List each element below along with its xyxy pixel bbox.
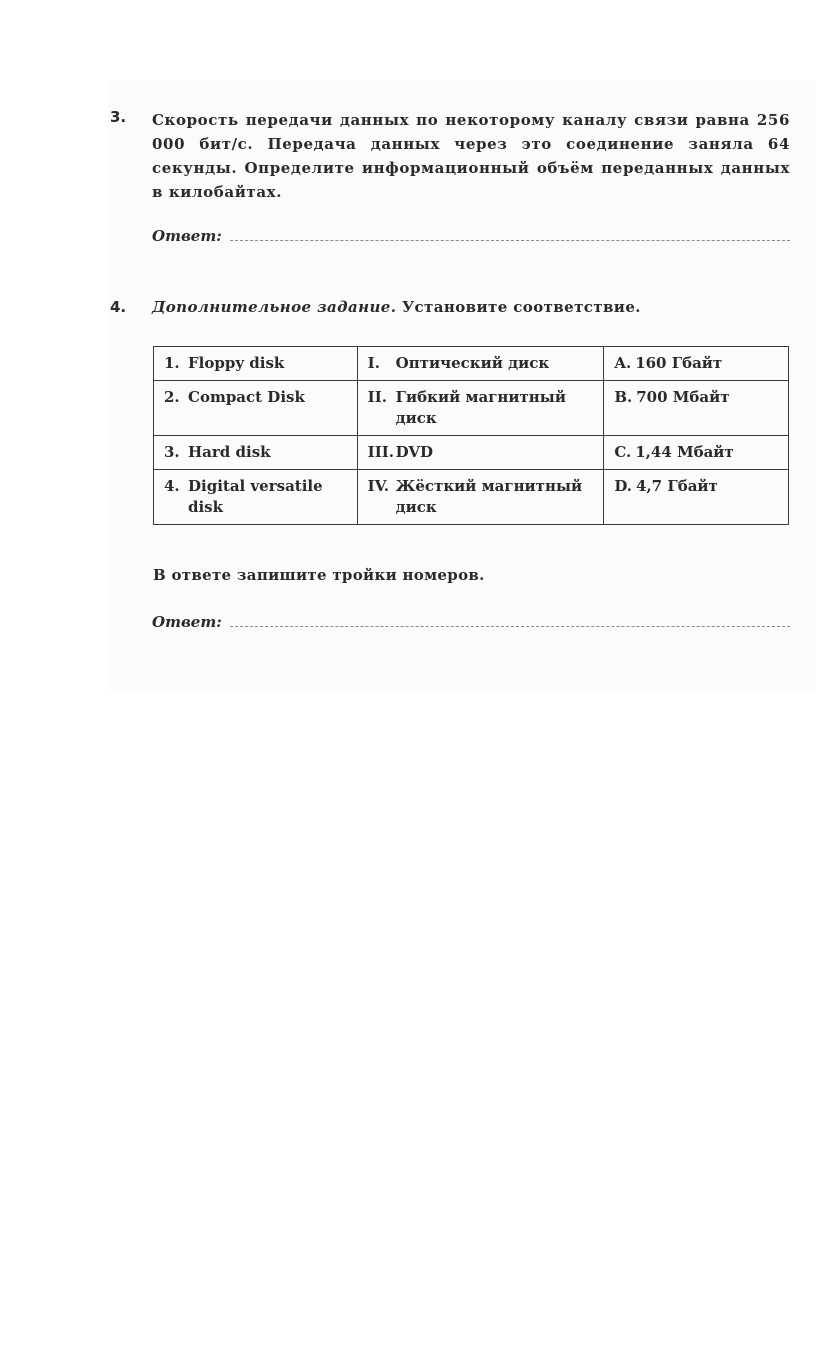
capacity-value: 4,7 Гбайт xyxy=(636,477,718,495)
table-cell-type xyxy=(357,381,604,436)
task-4-answer-label: Ответ: xyxy=(152,613,222,631)
task-3-answer xyxy=(152,226,790,245)
table-cell-capacity xyxy=(604,436,789,470)
task-3-number: 3. xyxy=(110,108,127,126)
device-type: Жёсткий магнитный диск xyxy=(395,477,583,516)
roman-number: IV. xyxy=(367,477,389,495)
table-cell-device xyxy=(154,436,358,470)
table-cell-device xyxy=(154,381,358,436)
matching-table xyxy=(153,346,789,525)
row-number: 3. xyxy=(164,443,180,461)
table-cell-capacity xyxy=(604,347,789,381)
task-3-answer-field[interactable] xyxy=(230,226,790,241)
task-3 xyxy=(110,108,790,204)
letter-label: D. xyxy=(614,477,633,495)
table-cell-type xyxy=(357,347,604,381)
device-name: Digital versatile disk xyxy=(188,477,323,516)
task-4 xyxy=(110,298,790,316)
row-number: 2. xyxy=(164,388,180,406)
table-row xyxy=(154,381,789,436)
device-type: DVD xyxy=(395,443,434,461)
device-type: Гибкий магнитный диск xyxy=(395,388,566,427)
roman-number: I. xyxy=(367,354,380,372)
table-cell-type xyxy=(357,470,604,525)
letter-label: B. xyxy=(614,388,633,406)
row-number: 4. xyxy=(164,477,180,495)
task-4-instruction: Установите соответствие. xyxy=(401,298,641,316)
task-3-answer-label: Ответ: xyxy=(152,227,222,245)
task-4-number: 4. xyxy=(110,298,127,316)
letter-label: C. xyxy=(614,443,632,461)
task-4-answer xyxy=(152,612,790,631)
table-cell-capacity xyxy=(604,381,789,436)
task-4-title: Дополнительное задание. xyxy=(152,298,397,316)
capacity-value: 160 Гбайт xyxy=(635,354,723,372)
table-row xyxy=(154,470,789,525)
capacity-value: 700 Мбайт xyxy=(636,388,730,406)
roman-number: II. xyxy=(367,388,387,406)
device-name: Hard disk xyxy=(188,443,271,461)
capacity-value: 1,44 Мбайт xyxy=(635,443,734,461)
task-4-note: В ответе запишите тройки номеров. xyxy=(153,566,485,584)
row-number: 1. xyxy=(164,354,180,372)
table-cell-device xyxy=(154,347,358,381)
task-3-text: Скорость передачи данных по некоторому каналу связи равна 256 000 бит/с. Передача данных через это соединение заняла 64 секунды. Определите информационный объём переданных данных в килобайтах. xyxy=(152,111,790,201)
roman-number: III. xyxy=(367,443,394,461)
task-4-answer-field[interactable] xyxy=(230,612,790,627)
table-cell-type xyxy=(357,436,604,470)
device-name: Compact Disk xyxy=(188,388,305,406)
device-type: Оптический диск xyxy=(395,354,550,372)
letter-label: A. xyxy=(614,354,632,372)
table-row xyxy=(154,347,789,381)
table-cell-device xyxy=(154,470,358,525)
device-name: Floppy disk xyxy=(188,354,285,372)
table-row xyxy=(154,436,789,470)
task-4-heading xyxy=(152,298,790,316)
table-cell-capacity xyxy=(604,470,789,525)
